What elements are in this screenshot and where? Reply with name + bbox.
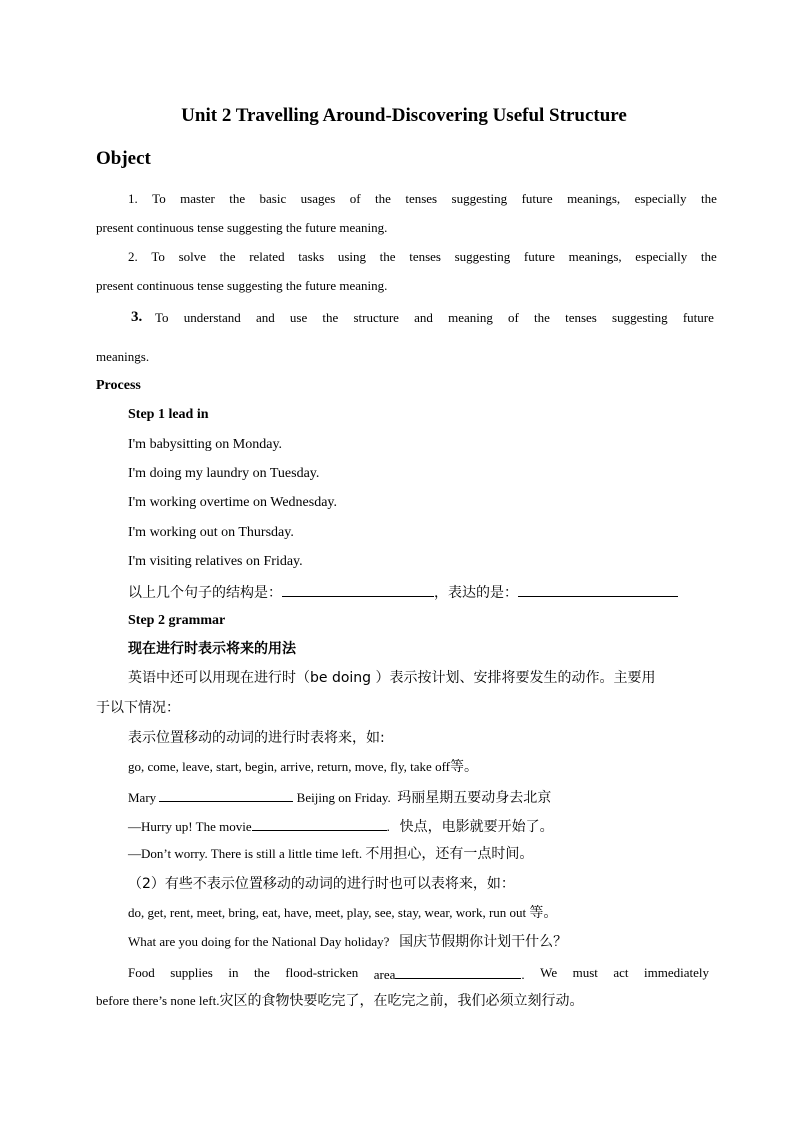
example-2	[128, 816, 554, 836]
example-5-word: area .	[374, 964, 525, 984]
example-5-word: in	[228, 965, 239, 980]
example-1-translation: 玛丽星期五要动身去北京	[397, 790, 552, 806]
objective-3-word: the	[534, 310, 550, 325]
objective-3-word: future	[682, 310, 714, 325]
objective-3-word: and	[414, 310, 433, 325]
step1-heading: Step 1 lead in	[128, 407, 209, 422]
objective-1-word: basic	[259, 191, 287, 206]
example-1-start: Mary	[128, 790, 160, 805]
process-heading: Process	[96, 378, 141, 393]
motion-verbs: go, come, leave, start, begin, arrive, return, move, fly, take off	[128, 759, 450, 774]
example-4-text: What are you doing for the National Day holiday?	[128, 934, 390, 949]
objective-2-word: To	[151, 249, 165, 264]
step1-sentence-1: I'm babysitting on Monday.	[128, 437, 283, 452]
objective-1-word: tenses	[405, 191, 438, 206]
objective-2-word: the	[379, 249, 396, 264]
object-heading: Object	[96, 148, 151, 169]
step1-sentence-5: I'm visiting relatives on Friday.	[128, 554, 303, 569]
example-5-word: Food	[128, 965, 155, 980]
objective-3-word: suggesting	[612, 310, 668, 325]
example-5-word: flood-stricken	[285, 965, 359, 980]
objective-2-word: future	[523, 249, 555, 264]
objective-1-word: the	[375, 191, 391, 206]
example-2-end: .	[386, 819, 390, 834]
question-part-2: ，表达的是：	[434, 585, 518, 601]
example-3-translation: 不用担心，还有一点时间。	[365, 846, 534, 862]
objective-2-word: the	[700, 249, 717, 264]
step1-sentence-3: I'm working overtime on Wednesday.	[128, 495, 338, 510]
example-5-blank[interactable]	[395, 964, 521, 979]
objective-2-line-2: present continuous tense suggesting the future meaning.	[96, 278, 388, 293]
objective-3-word: understand	[183, 310, 241, 325]
step1-sentence-4: I'm working out on Thursday.	[128, 525, 294, 540]
step2-subheading: 现在进行时表示将来的用法	[128, 641, 296, 657]
verbs2-suffix: 等。	[529, 905, 558, 921]
objective-1-word: especially	[634, 191, 687, 206]
objective-1-word: of	[349, 191, 361, 206]
example-5-translation: 灾区的食物快要吃完了，在吃完之前，我们必须立刻行动。	[219, 993, 584, 1009]
case-1-description: 表示位置移动的动词的进行时表将来，如:	[128, 730, 385, 746]
objective-3-word: the	[322, 310, 339, 325]
example-5-word: supplies	[170, 965, 213, 980]
objective-2-word: the	[219, 249, 236, 264]
step2-heading: Step 2 grammar	[128, 613, 226, 628]
objective-1-line-2: present continuous tense suggesting the future meaning.	[96, 220, 388, 235]
step2-intro-line-2: 于以下情况：	[96, 700, 180, 716]
objective-1-word: meanings,	[567, 191, 621, 206]
objective-3-word: To	[155, 310, 169, 325]
step1-sentence-2: I'm doing my laundry on Tuesday.	[128, 466, 320, 481]
non-motion-verbs-list	[128, 904, 557, 922]
objective-1-word: suggesting	[451, 191, 508, 206]
objective-1-word: future	[521, 191, 553, 206]
example-4	[128, 933, 567, 951]
objective-3-word: tenses	[565, 310, 597, 325]
example-3-text: —Don’t worry. There is still a little time left.	[128, 846, 363, 861]
example-2-blank[interactable]	[252, 816, 387, 831]
objective-2-word: suggesting	[454, 249, 511, 264]
motion-verbs-list	[128, 758, 478, 776]
objective-1-word: master	[180, 191, 215, 206]
objective-3-word: use	[289, 310, 308, 325]
example-5-line-2	[96, 992, 583, 1010]
objective-2-word: tasks	[298, 249, 325, 264]
objective-2-word: especially	[635, 249, 688, 264]
answer-blank-meaning[interactable]	[518, 582, 678, 597]
example-5-word: must	[572, 965, 598, 980]
objective-3-word: and	[255, 310, 275, 325]
example-5-text: before there’s none left.	[96, 993, 220, 1008]
non-motion-verbs: do, get, rent, meet, bring, eat, have, meet, play, see, stay, wear, work, run out	[128, 905, 527, 920]
example-5-word: immediately	[644, 965, 709, 980]
objective-3-word: of	[508, 310, 519, 325]
objective-3-line-2: meanings.	[96, 349, 150, 364]
objective-2-word: using	[337, 249, 367, 264]
objective-2-word: tenses	[409, 249, 441, 264]
example-5-word: act	[613, 965, 629, 980]
example-2-translation: 快点，电影就要开始了。	[399, 819, 554, 835]
objective-2-word: meanings,	[568, 249, 622, 264]
objective-3-line-1	[155, 309, 714, 327]
example-5-word: the	[253, 965, 270, 980]
example-3	[128, 845, 533, 863]
step1-question	[128, 582, 678, 602]
objective-3-number: 3.	[131, 309, 143, 325]
objective-1-word: To	[152, 191, 166, 206]
objective-1-word: 1.	[128, 191, 138, 206]
example-1-end: Beijing on Friday.	[293, 790, 391, 805]
case-2-description: （2）有些不表示位置移动的动词的进行时也可以表将来，如：	[128, 876, 515, 892]
example-2-start: —Hurry up! The movie	[128, 819, 252, 834]
objective-3-word: meaning	[448, 310, 493, 325]
answer-blank-structure[interactable]	[282, 582, 434, 597]
step2-intro-line-1: 英语中还可以用现在进行时（be doing ）表示按计划、安排将要发生的动作。主要用	[128, 670, 656, 686]
objective-2-word: 2.	[128, 249, 138, 264]
objective-2-word: solve	[178, 249, 207, 264]
example-1-blank[interactable]	[159, 787, 293, 802]
objective-1-word: the	[229, 191, 246, 206]
question-part-1: 以上几个句子的结构是：	[128, 585, 282, 601]
example-4-translation: 国庆节假期你计划干什么？	[399, 934, 568, 950]
objective-3-word: structure	[353, 310, 399, 325]
objective-2-word: related	[249, 249, 285, 264]
verbs-suffix: 等。	[450, 759, 478, 775]
example-5-line-1	[128, 964, 709, 984]
objective-1-word: usages	[300, 191, 336, 206]
objective-1-line-1	[128, 190, 717, 208]
objective-1-word: the	[700, 191, 717, 206]
page-title: Unit 2 Travelling Around-Discovering Useful Structure	[181, 105, 627, 126]
example-1	[128, 787, 551, 807]
example-5-word: We	[540, 965, 558, 980]
objective-2-line-1	[128, 248, 717, 266]
